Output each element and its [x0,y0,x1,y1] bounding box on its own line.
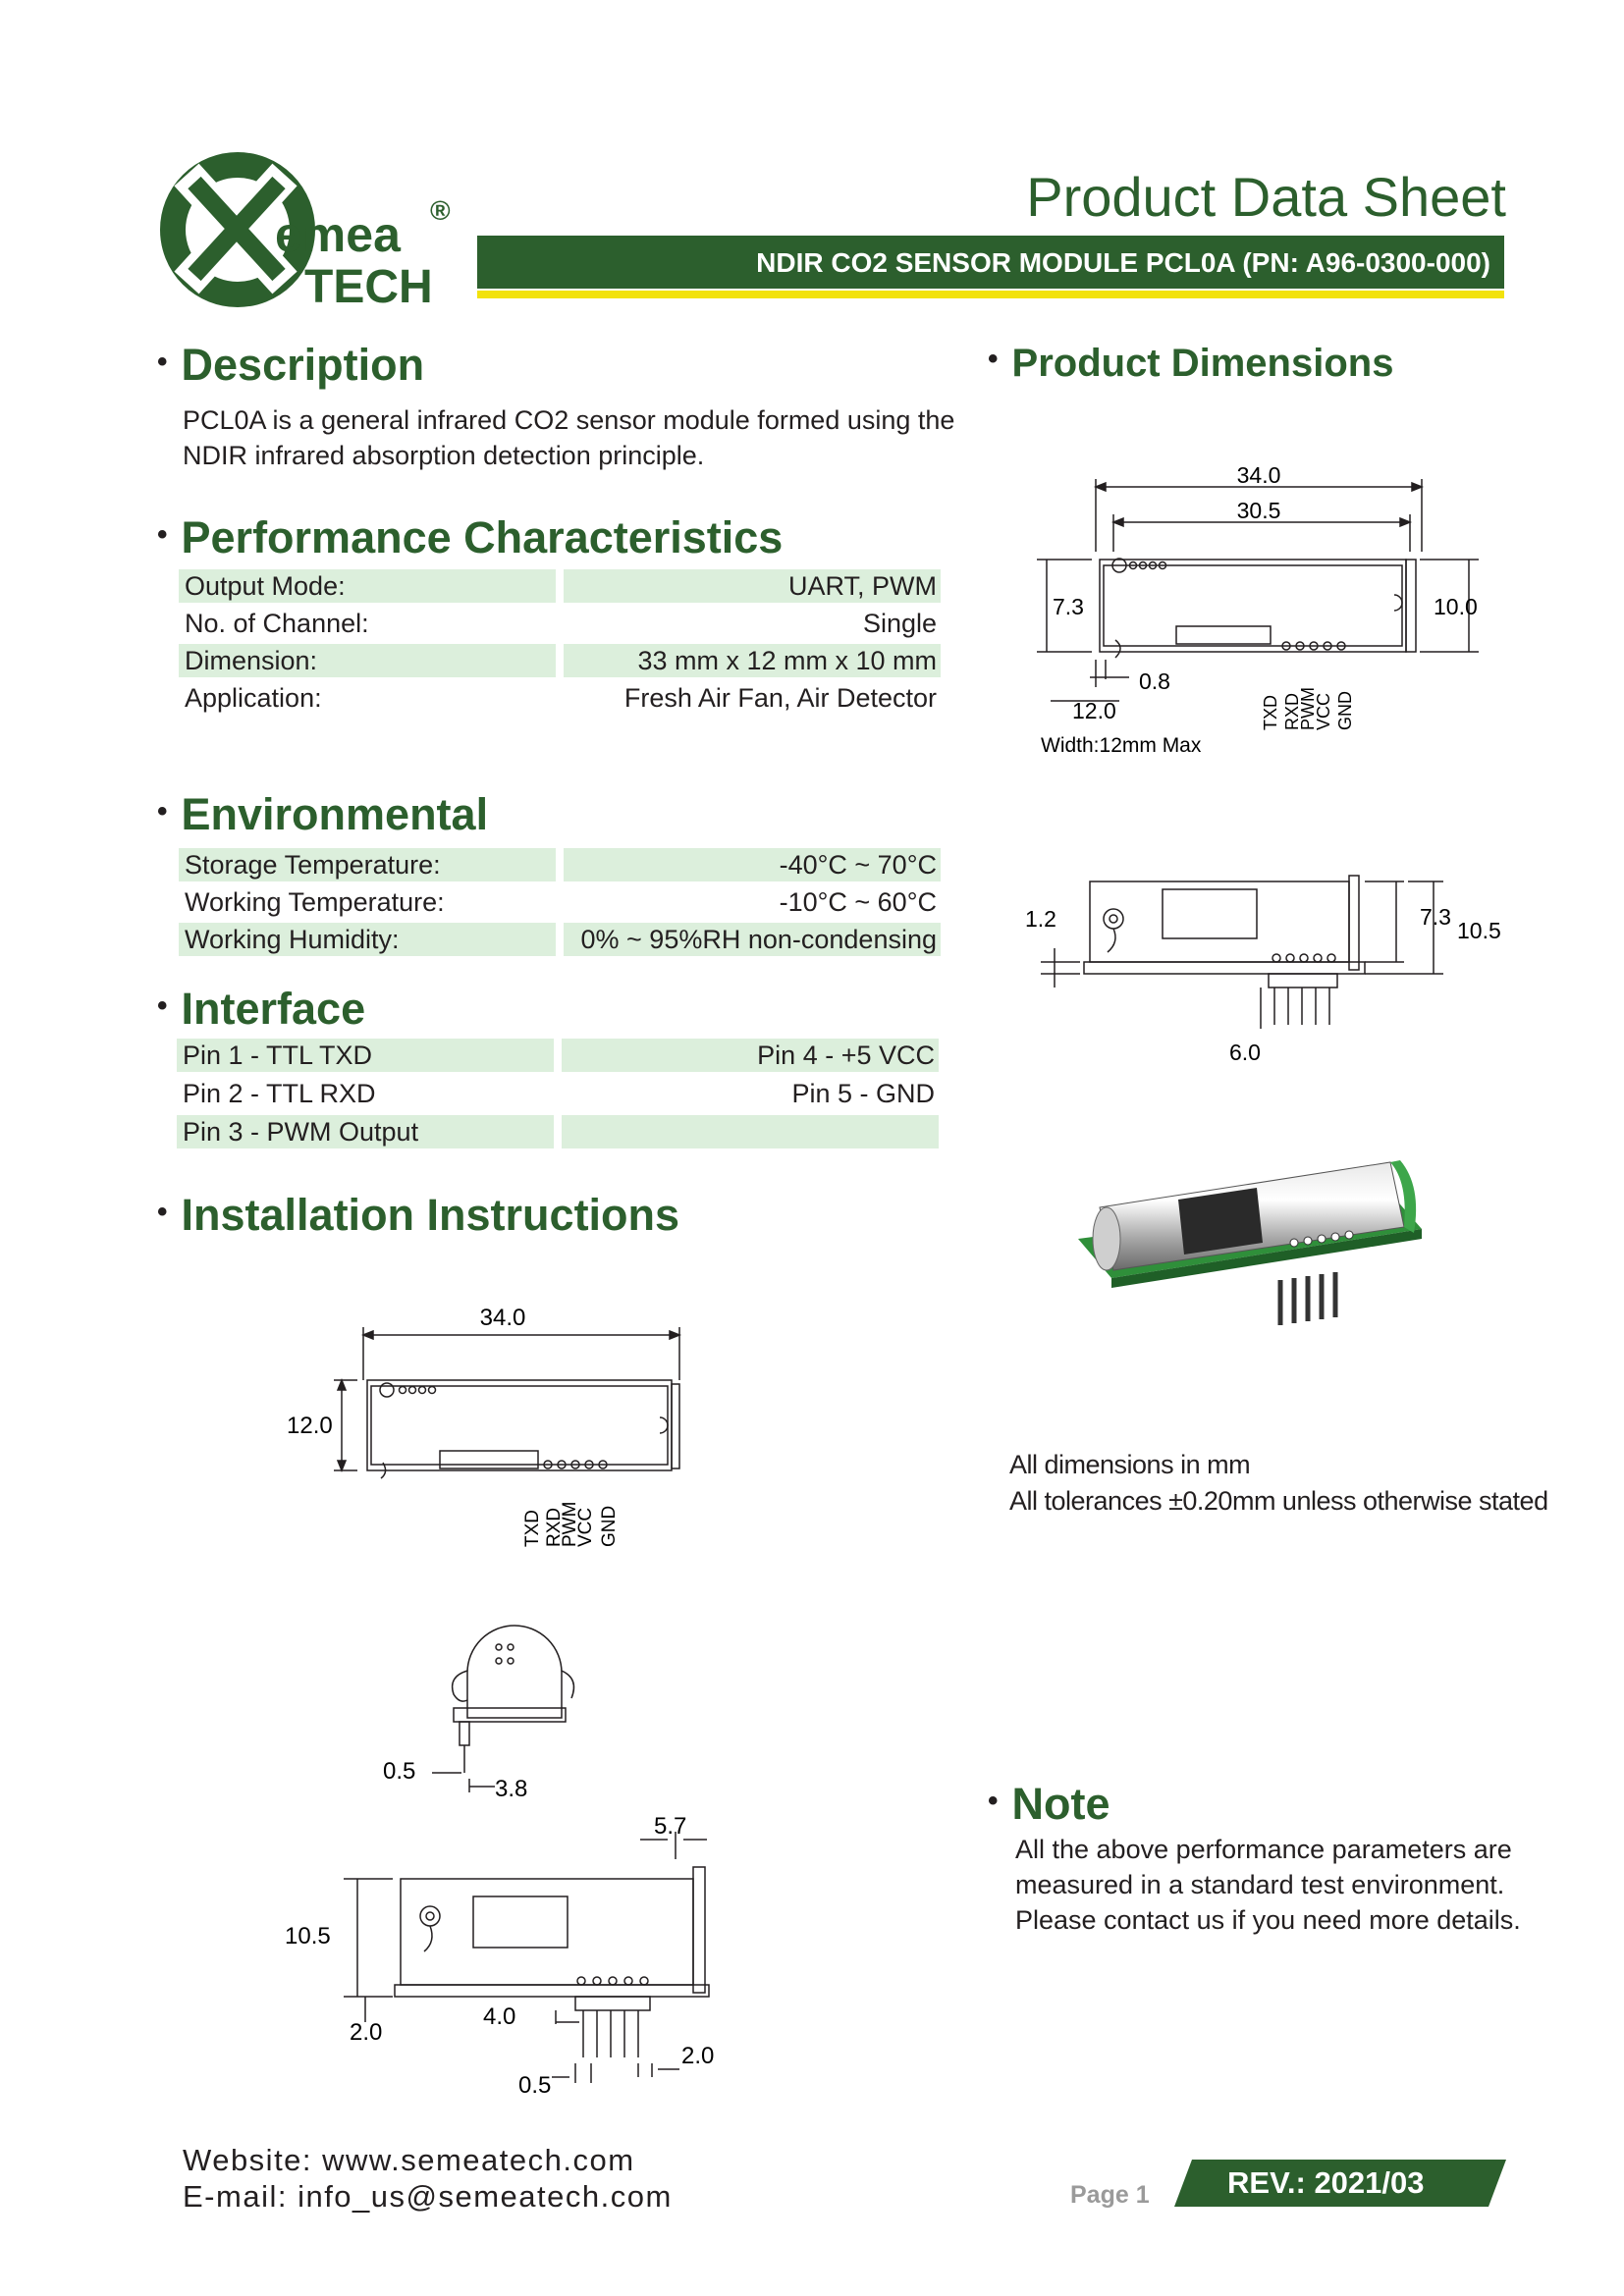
dim-0-5-pin-label: 0.5 [518,2072,552,2099]
pin-label-txd: TXD [1261,695,1280,730]
installation-side-view-drawing [275,1806,746,2101]
table-row: Pin 3 - PWM Output [177,1113,939,1151]
dim-2-0-pitch-label: 2.0 [681,2043,715,2069]
environmental-table [179,846,941,958]
dim-12-0-label: 12.0 [1072,698,1116,723]
footer-contact [183,2142,673,2215]
table-row: Dimension: 33 mm x 12 mm x 10 mm [179,642,941,679]
dim-10-0-label: 10.0 [1434,594,1478,619]
performance-heading: • Performance Characteristics [157,512,784,562]
performance-table [179,567,941,717]
table-row: Storage Temperature: -40°C ~ 70°C [179,846,941,883]
note-heading: • Note [988,1779,1110,1829]
sensor-3d-render [1060,1148,1453,1345]
dim-10-5-label: 10.5 [285,1923,331,1949]
document-title: Product Data Sheet [1026,166,1506,228]
table-row: Pin 1 - TTL TXD Pin 4 - +5 VCC [177,1037,939,1075]
dim-34-label: 34.0 [479,1305,526,1331]
pin-label-gnd: GND [1335,691,1355,730]
dimensions-top-view-drawing [1031,457,1502,772]
table-row: No. of Channel: Single [185,609,937,638]
table-row: Application: Fresh Air Fan, Air Detector [185,683,937,713]
dim-3-8-label: 3.8 [495,1776,528,1802]
dimension-notes: All dimensions in mm All tolerances ±0.20mm unless otherwise stated [1009,1450,1548,1516]
dim-12-label: 12.0 [287,1413,333,1439]
dim-4-0-label: 4.0 [483,2003,516,2030]
installation-top-view-drawing [275,1296,707,1561]
dim-10-5-side-label: 10.5 [1457,918,1501,943]
table-row: Working Humidity: 0% ~ 95%RH non-condensing [179,921,941,958]
registered-mark: ® [430,195,451,226]
dimensions-heading: • Product Dimensions [988,342,1394,385]
table-row: Working Temperature: -10°C ~ 60°C [185,887,937,917]
semeatech-logo [157,145,467,312]
dim-6-0-label: 6.0 [1229,1040,1261,1065]
pin-label-rxd: RXD [1282,692,1302,730]
installation-end-view-drawing [373,1600,599,1816]
pin-label-pwm: PWM [1298,687,1318,730]
interface-heading: • Interface [157,984,366,1034]
dim-30-5-label: 30.5 [1236,498,1281,523]
pin-label-vcc: VCC [1314,692,1333,730]
dim-1-2-label: 1.2 [1025,906,1056,932]
title-stripe [477,291,1504,298]
logo-word-emea: emea [275,207,401,262]
revision-label: REV.: 2021/03 [1227,2165,1425,2200]
pin-label-gnd: GND [599,1505,620,1547]
logo-word-tech: TECH [304,261,433,312]
note-text: All the above performance parameters are measured in a standard test environment. Please contact us if you need more details. [1015,1835,1521,1935]
pin-label-rxd: RXD [544,1507,565,1547]
dim-0-5-label: 0.5 [383,1758,416,1785]
environmental-heading: • Environmental [157,789,489,839]
dimensions-side-view-drawing [1021,864,1512,1070]
pin-label-pwm: PWM [560,1501,580,1547]
installation-heading: • Installation Instructions [157,1190,680,1240]
dim-2-0-left-label: 2.0 [350,2019,383,2046]
dim-7-3-side-label: 7.3 [1420,904,1451,930]
email-link[interactable]: E-mail: info_us@semeatech.com [183,2179,673,2214]
document-subtitle: NDIR CO2 SENSOR MODULE PCL0A (PN: A96-0300-000) [756,247,1490,278]
website-link[interactable]: Website: www.semeatech.com [183,2143,635,2177]
interface-table [177,1037,939,1151]
description-heading: • Description [157,340,425,390]
table-row: Pin 2 - TTL RXD Pin 5 - GND [183,1079,935,1108]
description-text: PCL0A is a general infrared CO2 sensor module formed using the NDIR infrared absorption detection principle. [183,405,955,470]
width-note: Width:12mm Max [1041,734,1202,757]
page-number: Page 1 [1070,2181,1150,2209]
pin-label-vcc: VCC [575,1507,596,1547]
dim-7-3-label: 7.3 [1053,594,1084,619]
pin-label-txd: TXD [522,1510,543,1547]
dim-34-0-label: 34.0 [1236,462,1281,488]
dim-0-8-label: 0.8 [1139,668,1170,694]
table-row: Output Mode: UART, PWM [179,567,941,605]
dim-5-7-label: 5.7 [654,1813,687,1840]
